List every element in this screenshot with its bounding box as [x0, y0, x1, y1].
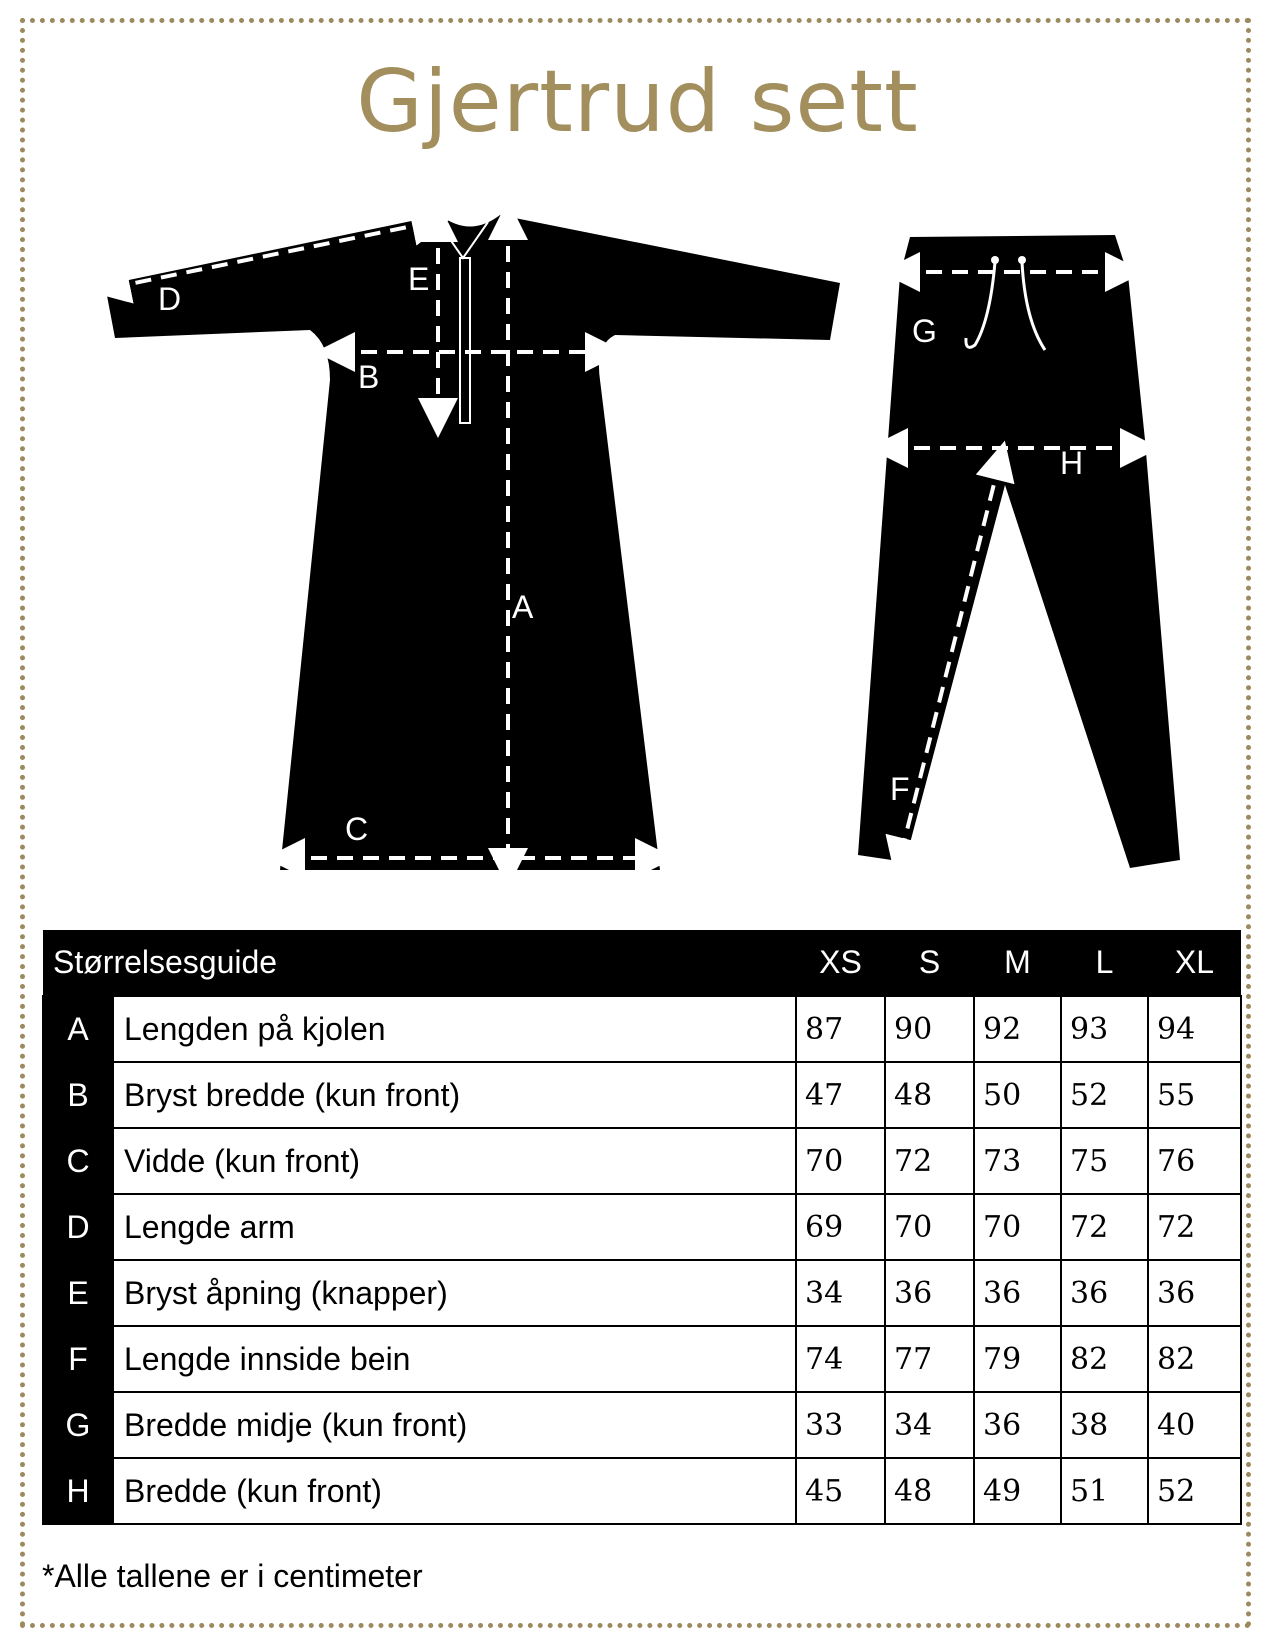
size-value: 76 [1148, 1128, 1241, 1194]
size-value: 33 [796, 1392, 885, 1458]
table-row [43, 1128, 1241, 1194]
size-guide-heading: Størrelsesguide [43, 930, 796, 996]
size-value: 55 [1148, 1062, 1241, 1128]
measure-label-f: F [890, 771, 910, 807]
size-value: 38 [1061, 1392, 1148, 1458]
size-value: 70 [885, 1194, 974, 1260]
table-row [43, 1326, 1241, 1392]
size-header: L [1061, 930, 1148, 996]
measure-label-a: A [512, 589, 534, 625]
measure-label-h: H [1060, 445, 1084, 481]
size-value: 72 [885, 1128, 974, 1194]
size-guide-table [42, 930, 1242, 1525]
size-value: 36 [974, 1260, 1061, 1326]
footnote: *Alle tallene er i centimeter [42, 1558, 423, 1594]
size-value: 48 [885, 1062, 974, 1128]
size-value: 34 [796, 1260, 885, 1326]
size-value: 47 [796, 1062, 885, 1128]
size-value: 94 [1148, 996, 1241, 1062]
table-row [43, 1458, 1241, 1524]
row-letter: H [43, 1458, 113, 1524]
size-value: 36 [885, 1260, 974, 1326]
measure-label-d: D [158, 281, 182, 317]
size-value: 70 [974, 1194, 1061, 1260]
size-value: 48 [885, 1458, 974, 1524]
size-value: 36 [1061, 1260, 1148, 1326]
table-row [43, 1194, 1241, 1260]
size-value: 82 [1061, 1326, 1148, 1392]
row-label: Bredde (kun front) [113, 1458, 796, 1524]
size-value: 50 [974, 1062, 1061, 1128]
size-value: 74 [796, 1326, 885, 1392]
size-value: 92 [974, 996, 1061, 1062]
row-letter: F [43, 1326, 113, 1392]
measure-label-c: C [345, 811, 369, 847]
size-value: 93 [1061, 996, 1148, 1062]
size-value: 90 [885, 996, 974, 1062]
size-value: 36 [1148, 1260, 1241, 1326]
measure-label-g: G [912, 313, 937, 349]
size-value: 72 [1061, 1194, 1148, 1260]
row-letter: A [43, 996, 113, 1062]
row-letter: B [43, 1062, 113, 1128]
size-value: 34 [885, 1392, 974, 1458]
size-value: 87 [796, 996, 885, 1062]
size-value: 75 [1061, 1128, 1148, 1194]
row-label: Lengden på kjolen [113, 996, 796, 1062]
page-title: Gjertrud sett [356, 52, 919, 152]
row-label: Lengde innside bein [113, 1326, 796, 1392]
size-header: S [885, 930, 974, 996]
measure-label-b: B [358, 359, 380, 395]
row-label: Bryst bredde (kun front) [113, 1062, 796, 1128]
size-value: 77 [885, 1326, 974, 1392]
row-letter: E [43, 1260, 113, 1326]
row-label: Vidde (kun front) [113, 1128, 796, 1194]
size-value: 82 [1148, 1326, 1241, 1392]
size-value: 51 [1061, 1458, 1148, 1524]
measure-label-e: E [408, 261, 430, 297]
row-label: Lengde arm [113, 1194, 796, 1260]
size-value: 52 [1148, 1458, 1241, 1524]
size-value: 40 [1148, 1392, 1241, 1458]
size-value: 72 [1148, 1194, 1241, 1260]
size-value: 73 [974, 1128, 1061, 1194]
size-header: M [974, 930, 1061, 996]
row-letter: D [43, 1194, 113, 1260]
table-header-row [43, 930, 1241, 996]
table-row [43, 1260, 1241, 1326]
size-value: 79 [974, 1326, 1061, 1392]
size-header: XS [796, 930, 885, 996]
size-value: 45 [796, 1458, 885, 1524]
row-label: Bryst åpning (knapper) [113, 1260, 796, 1326]
size-value: 70 [796, 1128, 885, 1194]
table-row [43, 1392, 1241, 1458]
size-value: 52 [1061, 1062, 1148, 1128]
row-letter: C [43, 1128, 113, 1194]
dress-illustration [105, 215, 840, 870]
size-value: 36 [974, 1392, 1061, 1458]
row-label: Bredde midje (kun front) [113, 1392, 796, 1458]
size-value: 49 [974, 1458, 1061, 1524]
table-row [43, 1062, 1241, 1128]
table-row [43, 996, 1241, 1062]
size-header: XL [1148, 930, 1241, 996]
row-letter: G [43, 1392, 113, 1458]
size-value: 69 [796, 1194, 885, 1260]
